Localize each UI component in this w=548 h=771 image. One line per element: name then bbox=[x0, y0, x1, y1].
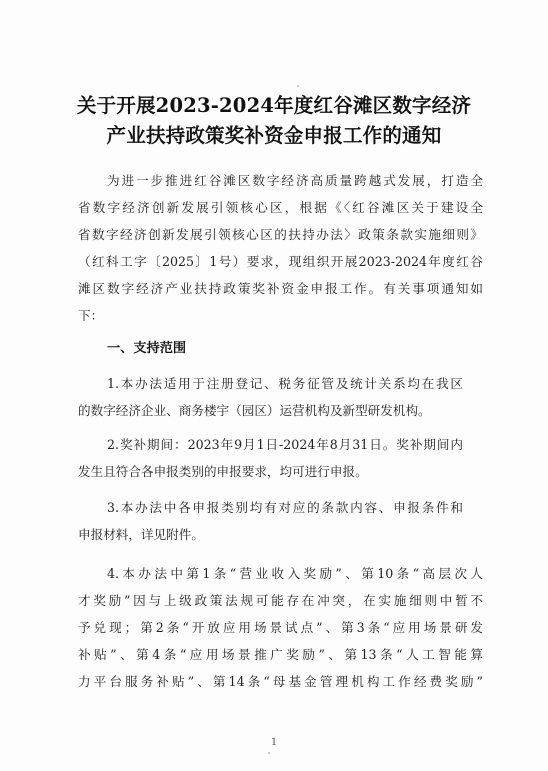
item-1-line-1: 1.本办法适用于注册登记、税务征管及统计关系均在我区 bbox=[107, 376, 463, 391]
intro-line-3: 省数字经济创新发展引领核心区的扶持办法〉政策条款实施细则》 bbox=[78, 227, 483, 242]
item-4-line-3: 予兑现；第2条“开放应用场景试点”、第3条“应用场景研发 bbox=[78, 620, 483, 635]
item-4-line-2: 才奖励”因与上级政策法规可能存在冲突，在实施细则中暂不 bbox=[78, 593, 483, 608]
item-4-line-5: 力平台服务补贴”、第14条“母基金管理机构工作经费奖励” bbox=[78, 674, 483, 689]
item-4-line-1: 4.本办法中第1条“营业收入奖励”、第10条“高层次人 bbox=[107, 566, 483, 581]
item-1-line-2: 的数字经济企业、商务楼宇（园区）运营机构及新型研发机构。 bbox=[78, 403, 431, 418]
document-title-line-1: 关于开展2023-2024年度红谷滩区数字经济 bbox=[76, 94, 472, 117]
intro-line-6: 下： bbox=[78, 308, 104, 323]
item-3-line-1: 3.本办法中各申报类别均有对应的条款内容、申报条件和 bbox=[107, 500, 463, 515]
section-heading-scope: 一、支持范围 bbox=[107, 341, 187, 356]
item-2-line-1: 2.奖补期间：2023年9月1日-2024年8月31日。奖补期间内 bbox=[107, 437, 463, 452]
document-title-line-2: 产业扶持政策奖补资金申报工作的通知 bbox=[106, 124, 442, 147]
item-4-line-4: 补贴”、第4条“应用场景推广奖励”、第13条“人工智能算 bbox=[78, 647, 483, 662]
intro-line-5: 滩区数字经济产业扶持政策奖补资金申报工作。有关事项通知如 bbox=[78, 281, 483, 296]
intro-line-2: 省数字经济创新发展引领核心区，根据《〈红谷滩区关于建设全 bbox=[78, 200, 483, 215]
page-number: 1 bbox=[270, 737, 278, 748]
item-2-line-2: 发生且符合各申报类别的申报要求，均可进行申报。 bbox=[78, 464, 368, 479]
scan-speck bbox=[268, 752, 270, 754]
intro-line-4: （红科工字〔2025〕1号）要求，现组织开展2023-2024年度红谷 bbox=[78, 254, 483, 269]
item-3-line-2: 申报材料，详见附件。 bbox=[78, 527, 204, 542]
scan-speck bbox=[297, 85, 299, 87]
intro-line-1: 为进一步推进红谷滩区数字经济高质量跨越式发展，打造全 bbox=[107, 173, 483, 188]
